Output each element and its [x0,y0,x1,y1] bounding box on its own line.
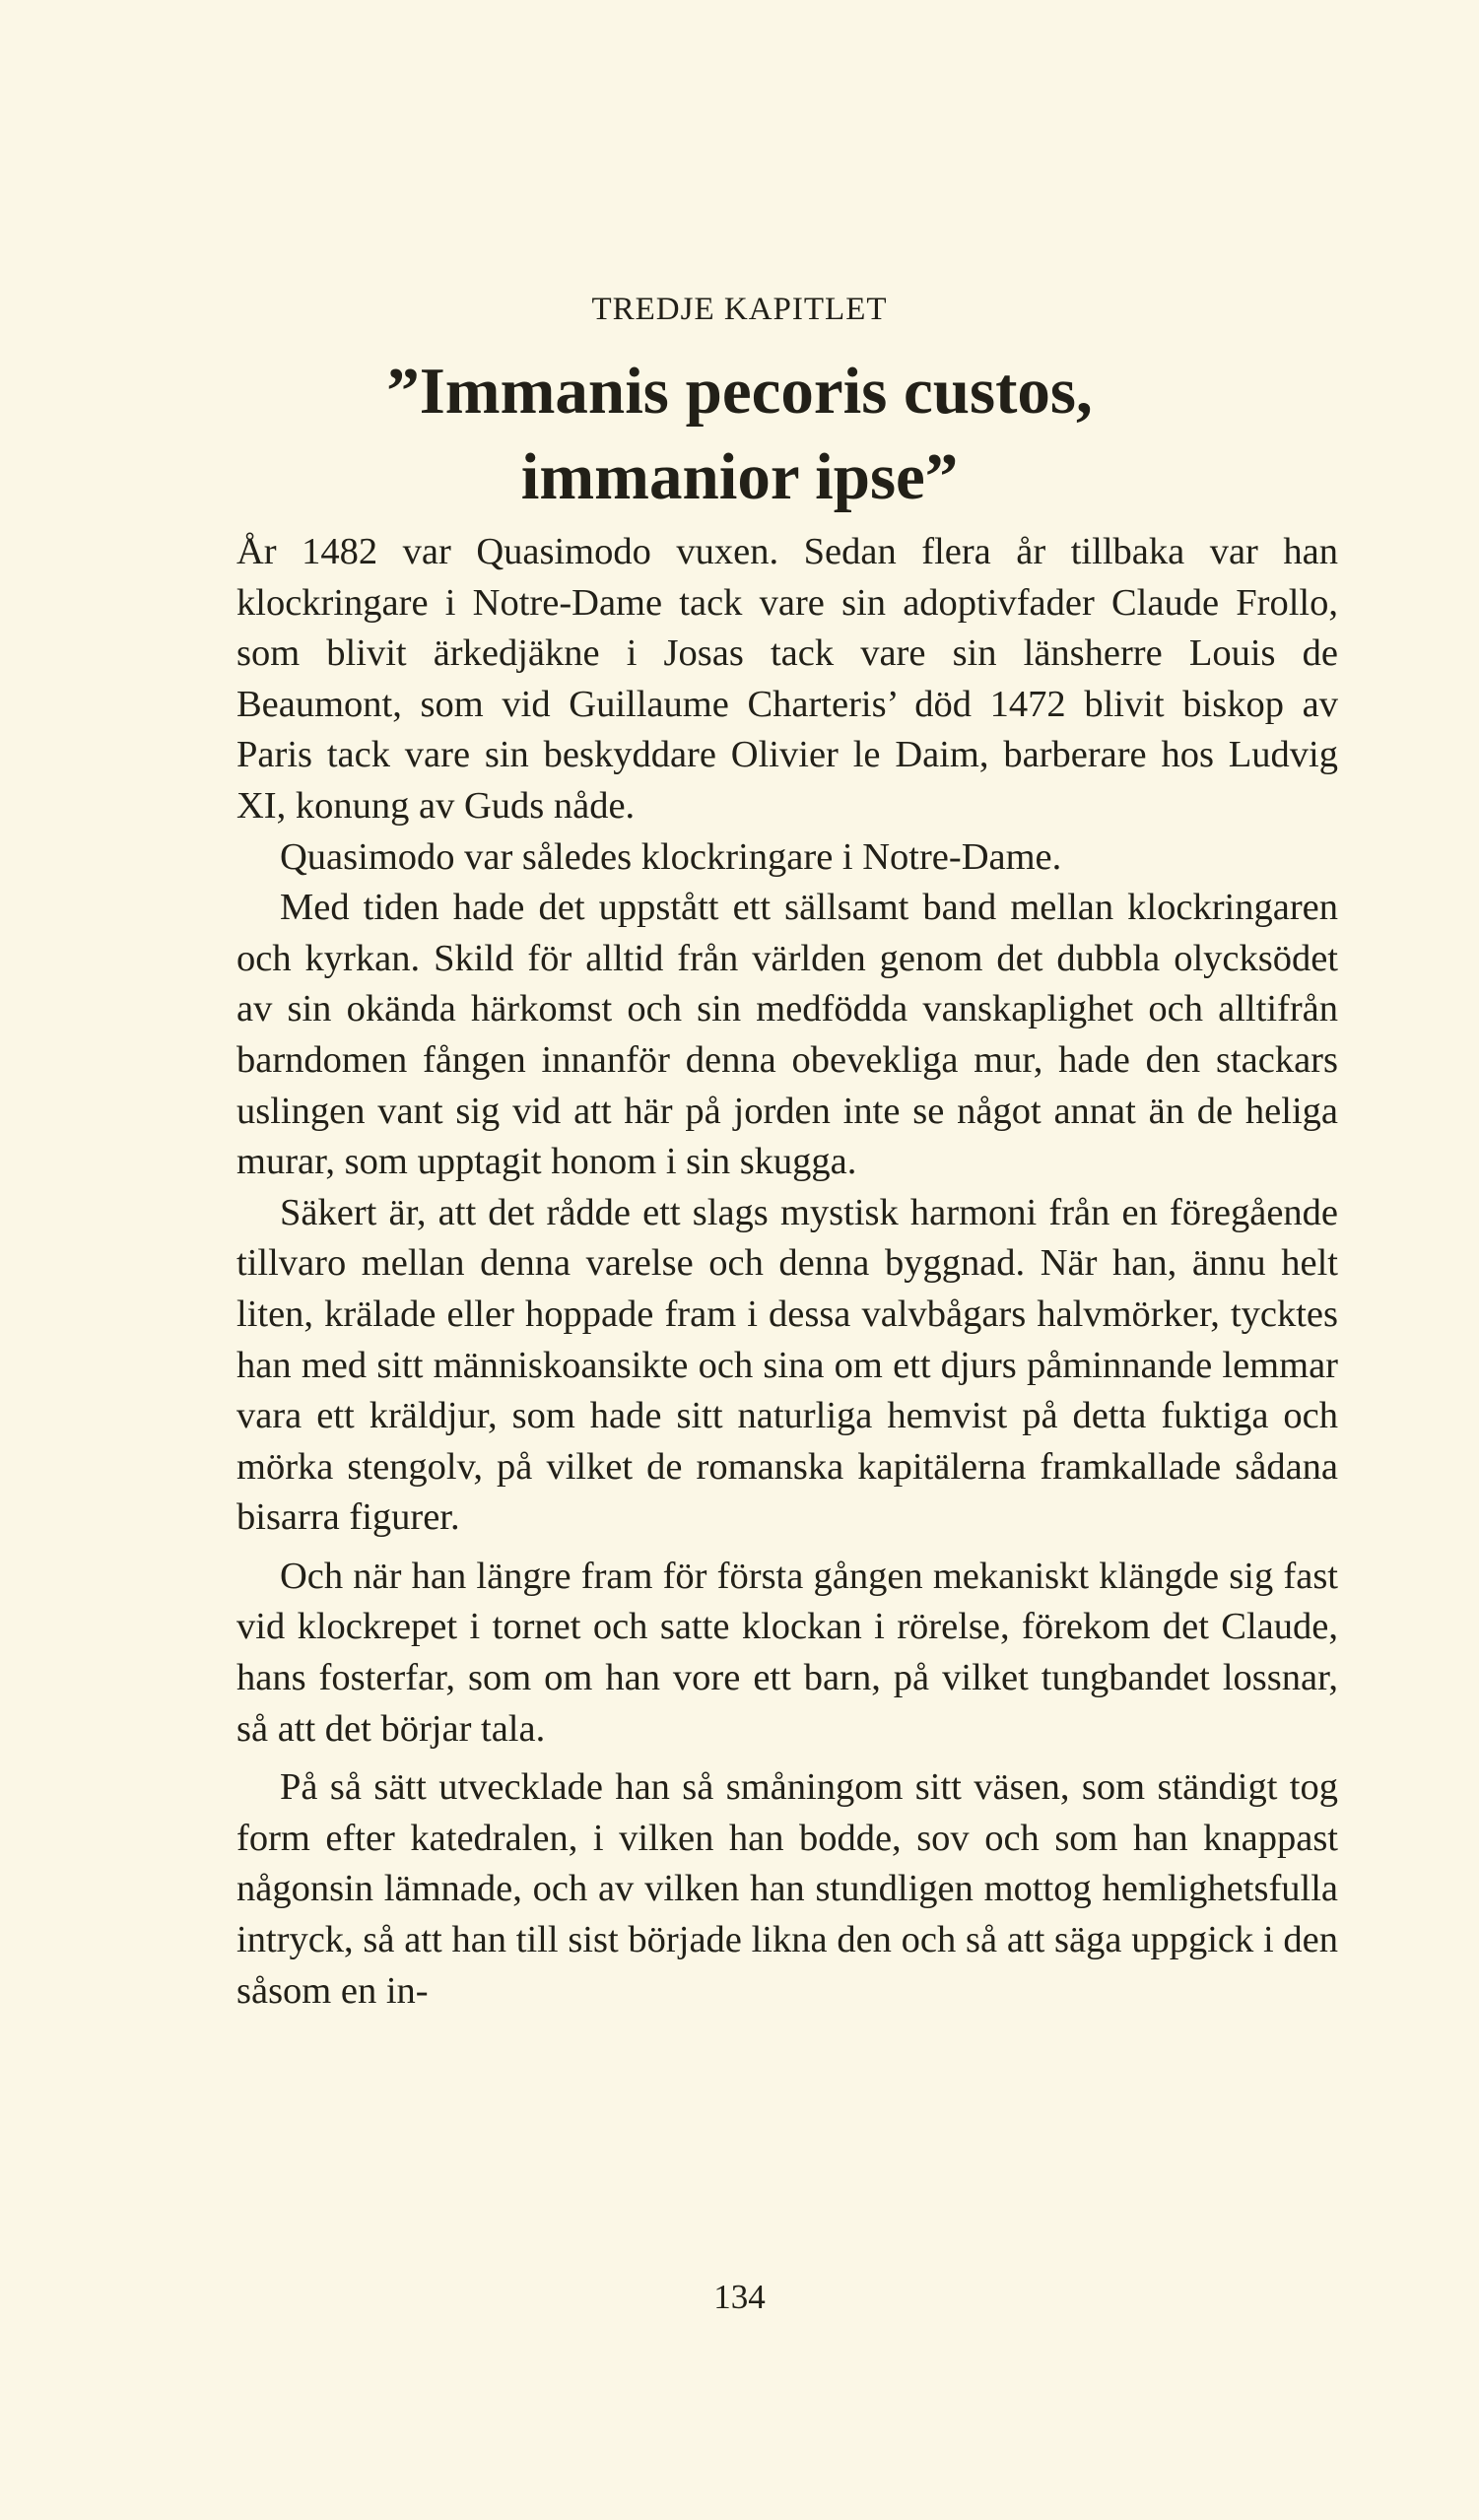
paragraph-5: Och när han längre fram för första gången mekaniskt klängde sig fast vid klockrepet i tornet och satte klockan i rörelse, förekom det Claude, hans fosterfar, som om han vore ett barn, på vilket tungbandet lossnar, så att det börjar tala. [236,1555,1338,1750]
chapter-title-line-2: immanior ipse” [520,440,959,513]
paragraph-6: På så sätt utvecklade han så småningom sitt väsen, som ständigt tog form efter katedralen, i vilken han bodde, sov och som han knappast någonsin lämnade, och av vilken han stundligen mottog hemlighetsfulla intryck, så att han till sist började likna den och så att säga uppgick i den såsom en in- [236,1766,1338,2012]
body-text [236,527,1338,2017]
paragraph-1: År 1482 var Quasimodo vuxen. Sedan flera år tillbaka var han klockringare i Notre-Dame tack vare sin adoptivfader Claude Frollo, som blivit ärkedjäkne i Josas tack vare sin länsherre Louis de Beaumont, som vid Guillaume Charteris’ död 1472 blivit biskop av Paris tack vare sin beskyddare Olivier le Daim, barberare hos Ludvig XI, konung av Guds nåde. [236,531,1338,827]
paragraph-3: Med tiden hade det uppstått ett sällsamt band mellan klockringaren och kyrkan. Skild för alltid från världen genom det dubbla olycksödet av sin okända härkomst och sin medfödda vanskaplighet och alltifrån barndomen fången innanför denna obevekliga mur, hade den stackars uslingen vant sig vid att här på jorden inte se något annat än de heliga murar, som upptagit honom i sin skugga. [236,887,1338,1183]
chapter-label: TREDJE KAPITLET [591,292,888,327]
paragraph-2: Quasimodo var således klockringare i Notre-Dame. [280,835,1062,878]
chapter-title [0,349,1479,520]
chapter-title-line-1: ”Immanis pecoris custos, [386,355,1093,428]
page-number: 134 [713,2278,766,2316]
paragraph-4: Säkert är, att det rådde ett slags mystisk harmoni från en föregående tillvaro mellan denna varelse och denna byggnad. När han, ännu helt liten, krälade eller hoppade fram i dessa valvbågars halvmörker, tycktes han med sitt människoansikte och sina om ett djurs påminnande lemmar vara ett kräldjur, som hade sitt naturliga hemvist på detta fuktiga och mörka stengolv, på vilket de romanska kapitälerna framkallade sådana bisarra figurer. [236,1191,1338,1539]
